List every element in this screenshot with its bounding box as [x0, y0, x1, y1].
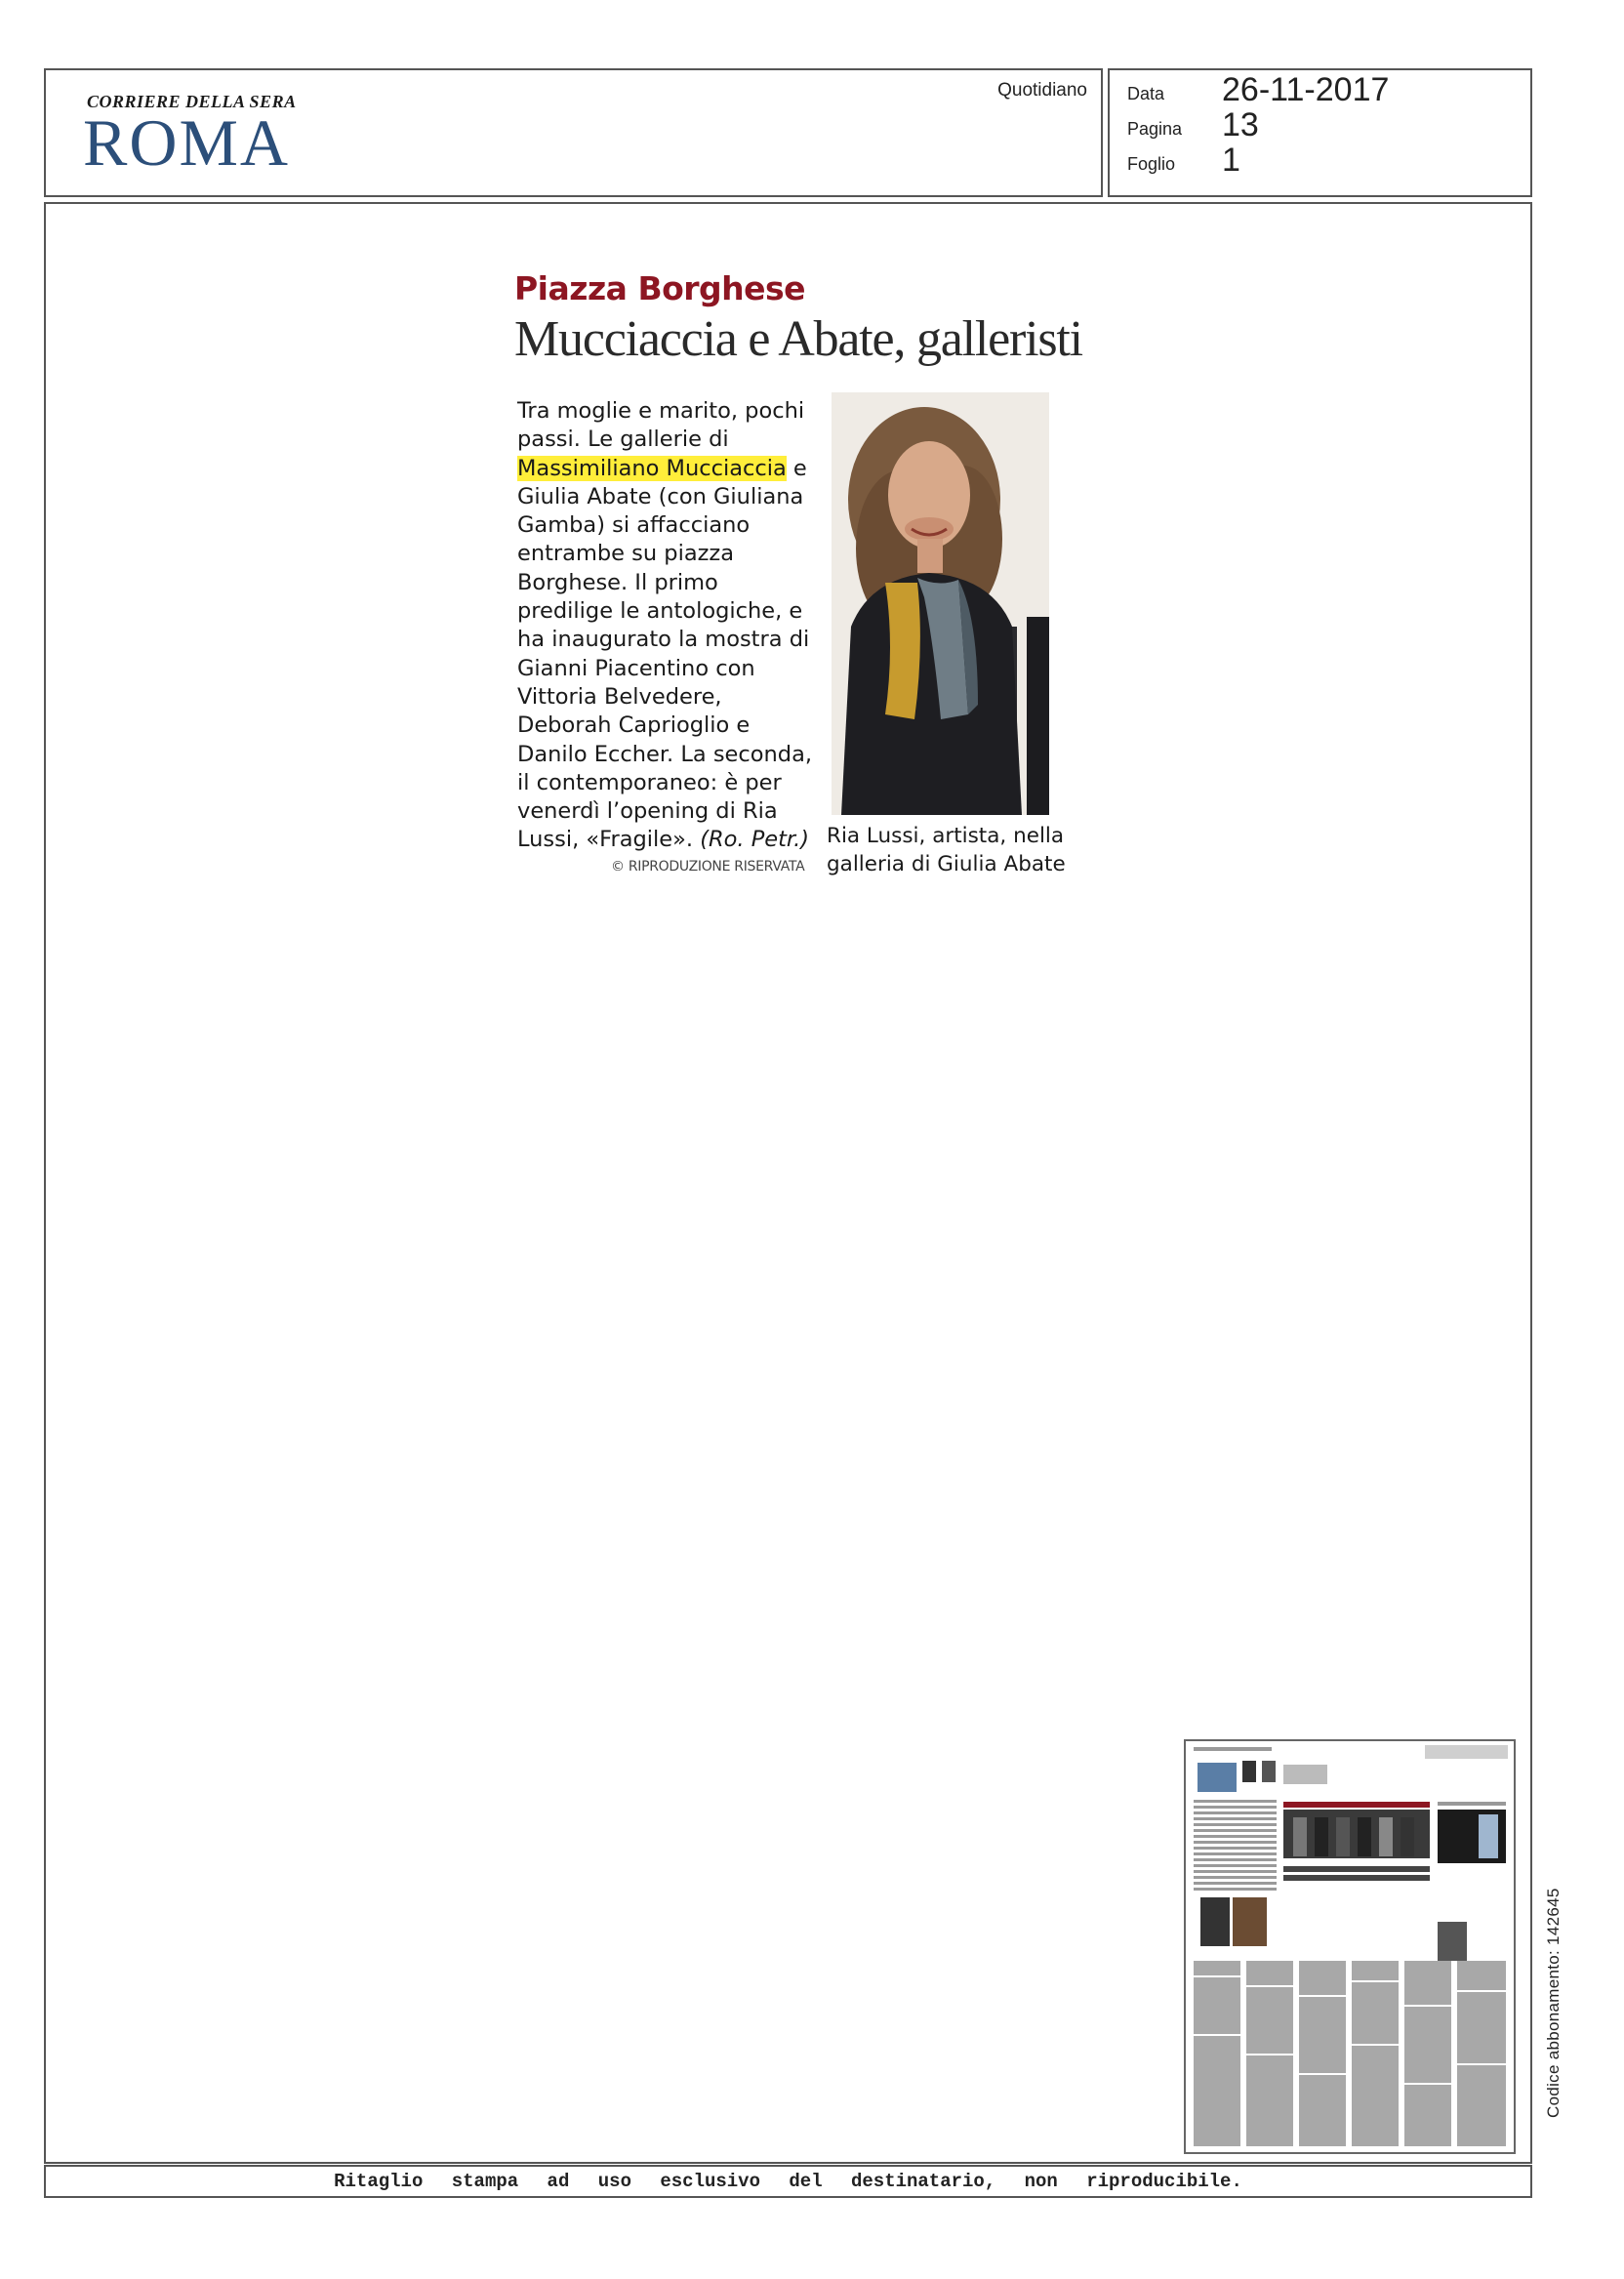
body-fragment: e: [786, 455, 807, 481]
body-line: Gianni Piacentino con: [517, 655, 755, 681]
sheet-label: Foglio: [1127, 154, 1176, 174]
subscription-code: Codice abbonamento: 142645: [1544, 1888, 1563, 2118]
body-line: [517, 826, 820, 854]
body-line: Danilo Eccher. La seconda,: [517, 741, 813, 767]
body-line: passi. Le gallerie di: [517, 427, 729, 453]
sheet-value: 1: [1222, 142, 1240, 179]
body-line: Gamba) si affacciano: [517, 512, 751, 539]
page-value: 13: [1222, 106, 1259, 143]
footer-bar: [44, 2165, 1532, 2198]
page-thumbnail-image: [1186, 1741, 1514, 2152]
body-line: [517, 455, 820, 483]
body-line: entrambe su piazza: [517, 541, 735, 567]
article-photo: [832, 392, 1049, 815]
masthead-title: ROMA: [83, 105, 291, 180]
copyright-notice: © RIPRODUZIONE RISERVATA: [611, 859, 805, 875]
photo-caption: [827, 822, 1066, 878]
date-label: Data: [1127, 84, 1165, 103]
body-fragment: Lussi, «Fragile».: [517, 827, 701, 853]
caption-line: Ria Lussi, artista, nella: [827, 824, 1065, 848]
article-kicker: Piazza Borghese: [514, 269, 806, 307]
body-line: venerdì l’opening di Ria: [517, 798, 778, 825]
article-headline: Mucciaccia e Abate, galleristi: [514, 311, 1082, 367]
page-label: Pagina: [1127, 119, 1183, 139]
body-line: Tra moglie e marito, pochi: [517, 398, 805, 424]
highlighted-name: Massimiliano Mucciaccia: [517, 455, 787, 481]
body-line: ha inaugurato la mostra di: [517, 627, 810, 653]
body-line: Vittoria Belvedere,: [517, 683, 722, 710]
header-masthead-box: [44, 68, 1103, 197]
caption-line: galleria di Giulia Abate: [827, 852, 1066, 876]
byline: (Ro. Petr.): [700, 827, 810, 853]
article-body: [517, 397, 820, 855]
masthead-top: CORRIERE DELLA SERA: [87, 92, 297, 111]
body-line: Borghese. Il primo: [517, 569, 718, 595]
date-value: 26-11-2017: [1222, 71, 1390, 108]
header-meta-box: [1108, 68, 1532, 197]
body-line: il contemporaneo: è per: [517, 769, 782, 795]
portrait-illustration: [832, 392, 1049, 815]
page-thumbnail: [1184, 1739, 1516, 2154]
body-line: Giulia Abate (con Giuliana: [517, 483, 804, 509]
publication-type: Quotidiano: [997, 80, 1087, 101]
body-line: Deborah Caprioglio e: [517, 712, 751, 739]
body-line: predilige le antologiche, e: [517, 598, 803, 625]
footer-notice: Ritaglio stampa ad uso esclusivo del destinatario, non riproducibile.: [334, 2171, 1242, 2192]
